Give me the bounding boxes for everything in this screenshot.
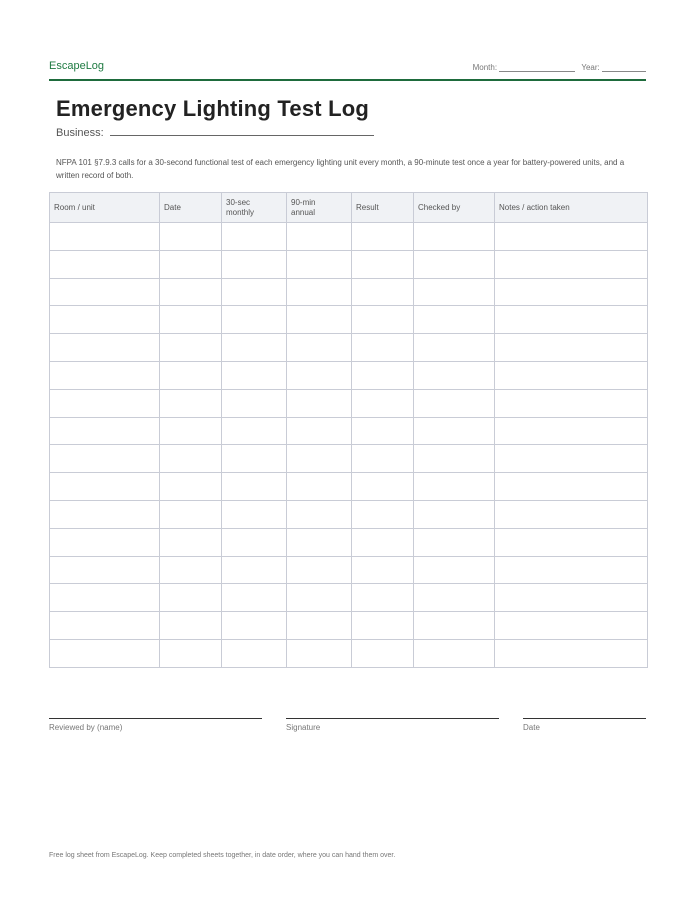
table-cell[interactable] [222,528,287,556]
table-cell[interactable] [160,473,222,501]
table-cell[interactable] [495,445,648,473]
table-row [50,389,648,417]
table-cell[interactable] [160,639,222,667]
table-cell[interactable] [414,500,495,528]
table-cell[interactable] [495,500,648,528]
table-cell[interactable] [495,612,648,640]
table-cell[interactable] [222,500,287,528]
table-cell[interactable] [50,556,160,584]
table-cell[interactable] [287,223,352,251]
table-cell[interactable] [287,473,352,501]
table-cell[interactable] [414,250,495,278]
table-row [50,556,648,584]
page-title: Emergency Lighting Test Log [56,96,370,121]
table-body [50,223,648,668]
table-cell[interactable] [287,556,352,584]
table-cell[interactable] [414,223,495,251]
table-cell[interactable] [50,500,160,528]
table-row [50,361,648,389]
table-cell[interactable] [160,223,222,251]
table-cell[interactable] [160,306,222,334]
table-cell[interactable] [50,223,160,251]
table-cell[interactable] [160,334,222,362]
table-cell[interactable] [287,417,352,445]
table-cell[interactable] [495,223,648,251]
table-cell[interactable] [160,445,222,473]
table-cell[interactable] [160,528,222,556]
column-header: Result [352,193,414,223]
table-row [50,473,648,501]
table-cell[interactable] [287,250,352,278]
table-cell[interactable] [352,278,414,306]
table-cell[interactable] [352,389,414,417]
table-row [50,417,648,445]
table-cell[interactable] [160,500,222,528]
table-cell[interactable] [495,389,648,417]
table-cell[interactable] [222,417,287,445]
table-row [50,528,648,556]
business-field[interactable] [110,126,374,136]
table-cell[interactable] [222,306,287,334]
table-cell[interactable] [50,528,160,556]
table-cell[interactable] [50,250,160,278]
table-cell[interactable] [50,417,160,445]
table-cell[interactable] [222,584,287,612]
table-cell[interactable] [222,223,287,251]
test-log-table [49,192,648,668]
table-cell[interactable] [287,528,352,556]
table-cell[interactable] [352,612,414,640]
table-cell[interactable] [352,500,414,528]
reviewed-by-field[interactable] [49,718,262,732]
table-cell[interactable] [287,445,352,473]
table-cell[interactable] [222,639,287,667]
table-row [50,250,648,278]
table-cell[interactable] [352,584,414,612]
column-header: 90-min annual [287,193,352,223]
table-cell[interactable] [50,584,160,612]
table-cell[interactable] [352,334,414,362]
date-line [523,718,646,723]
table-cell[interactable] [222,389,287,417]
table-cell[interactable] [222,361,287,389]
table-cell[interactable] [352,473,414,501]
column-header: Room / unit [50,193,160,223]
table-cell[interactable] [414,473,495,501]
footer-note: Free log sheet from EscapeLog. Keep completed sheets together, in date order, where you can hand them over. [49,852,396,859]
table-cell[interactable] [287,361,352,389]
table-cell[interactable] [160,612,222,640]
table-cell[interactable] [352,528,414,556]
table-cell[interactable] [287,584,352,612]
column-header: Notes / action taken [495,193,648,223]
table-cell[interactable] [287,334,352,362]
table-row [50,500,648,528]
table-cell[interactable] [414,556,495,584]
table-cell[interactable] [160,278,222,306]
table-row [50,334,648,362]
table-cell[interactable] [50,473,160,501]
intro-text: NFPA 101 §7.9.3 calls for a 30-second functional test of each emergency lighting unit every month, a 90-minute test once a year for battery-powered units, and a written record of both. [56,158,625,180]
table-cell[interactable] [414,389,495,417]
table-cell[interactable] [414,361,495,389]
table-cell[interactable] [495,556,648,584]
year-label: Year: [581,63,600,72]
column-header: Checked by [414,193,495,223]
table-cell[interactable] [495,584,648,612]
table-row [50,445,648,473]
table-cell[interactable] [287,278,352,306]
table-cell[interactable] [495,639,648,667]
business-field-row [56,126,374,139]
table-cell[interactable] [160,361,222,389]
table-cell[interactable] [160,389,222,417]
table-cell[interactable] [50,445,160,473]
table-cell[interactable] [414,334,495,362]
table-cell[interactable] [222,445,287,473]
table-cell[interactable] [352,639,414,667]
table-cell[interactable] [50,278,160,306]
business-label: Business: [56,127,104,139]
column-header: Date [160,193,222,223]
table-row [50,278,648,306]
signature-label: Signature [286,723,321,732]
table-cell[interactable] [495,528,648,556]
page-header [49,58,646,81]
table-row [50,223,648,251]
table-cell[interactable] [50,334,160,362]
table-cell[interactable] [352,556,414,584]
table-cell[interactable] [414,306,495,334]
table-row [50,584,648,612]
table-cell[interactable] [50,306,160,334]
table-cell[interactable] [50,612,160,640]
table-cell[interactable] [287,639,352,667]
table-cell[interactable] [414,639,495,667]
signature-field[interactable] [286,718,499,732]
table-cell[interactable] [287,306,352,334]
table-cell[interactable] [352,250,414,278]
table-cell[interactable] [414,584,495,612]
table-cell[interactable] [50,389,160,417]
table-cell[interactable] [414,417,495,445]
table-cell[interactable] [414,528,495,556]
table-cell[interactable] [414,445,495,473]
reviewed-by-label: Reviewed by (name) [49,723,123,732]
table-cell[interactable] [222,250,287,278]
column-header: 30-sec monthly [222,193,287,223]
table-cell[interactable] [287,612,352,640]
table-cell[interactable] [287,389,352,417]
table-cell[interactable] [287,500,352,528]
table-cell[interactable] [50,361,160,389]
table-cell[interactable] [414,612,495,640]
table-cell[interactable] [222,473,287,501]
table-cell[interactable] [495,250,648,278]
table-cell[interactable] [222,612,287,640]
table-cell[interactable] [495,334,648,362]
month-label: Month: [472,63,498,72]
table-cell[interactable] [495,473,648,501]
table-cell[interactable] [222,334,287,362]
table-cell[interactable] [495,417,648,445]
date-label: Date [523,723,540,732]
table-cell[interactable] [160,250,222,278]
month-field[interactable] [499,63,575,72]
table-row [50,306,648,334]
table-row [50,612,648,640]
table-row [50,639,648,667]
table-cell[interactable] [160,417,222,445]
table-cell[interactable] [222,556,287,584]
table-cell[interactable] [160,556,222,584]
table-cell[interactable] [495,306,648,334]
table-cell[interactable] [352,445,414,473]
year-field[interactable] [602,63,646,72]
table-header-row [50,193,648,223]
month-year-fields [473,63,646,72]
table-cell[interactable] [222,278,287,306]
table-cell[interactable] [414,278,495,306]
table-cell[interactable] [50,639,160,667]
table-cell[interactable] [352,223,414,251]
table-cell[interactable] [495,278,648,306]
table-cell[interactable] [160,584,222,612]
date-field[interactable] [523,718,646,732]
table-cell[interactable] [352,361,414,389]
table-cell[interactable] [352,306,414,334]
table-cell[interactable] [352,417,414,445]
table-cell[interactable] [495,361,648,389]
brand-name: EscapeLog [49,60,105,72]
